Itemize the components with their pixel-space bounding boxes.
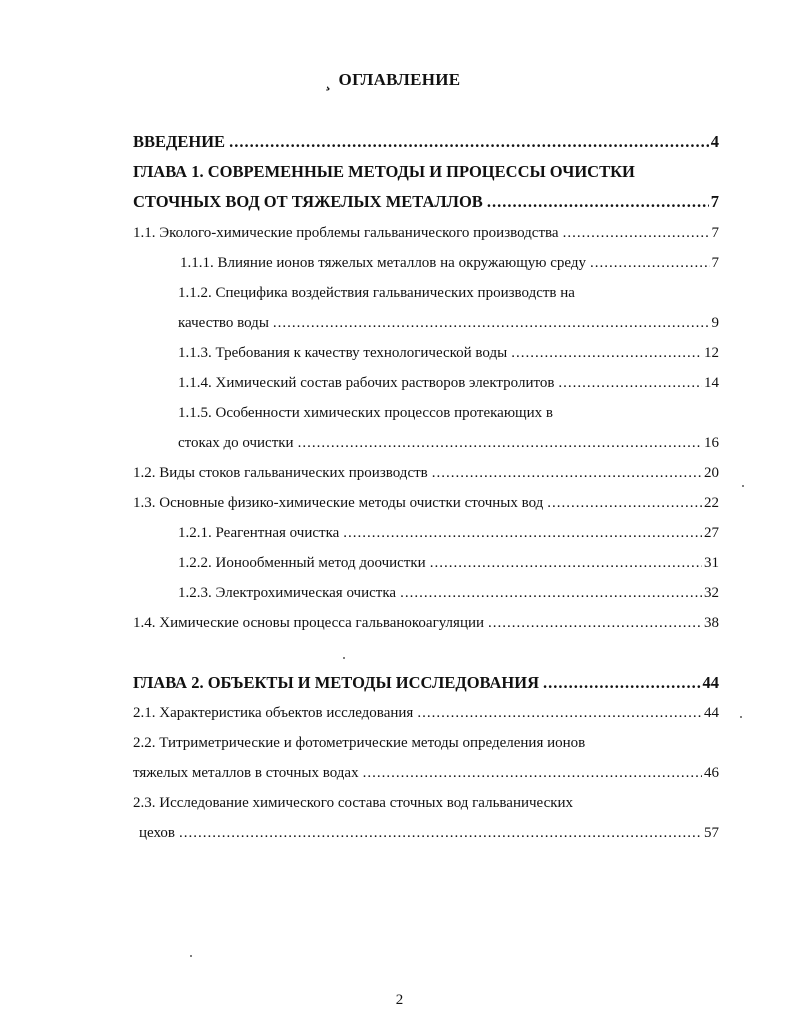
leader-dots bbox=[273, 311, 710, 335]
toc-entry-1-1-5-line-2[interactable] bbox=[178, 431, 719, 455]
entry-text: 1.2.2. Ионообменный метод доочистки bbox=[178, 555, 426, 571]
toc-entry-1-1-2-line-2[interactable] bbox=[178, 311, 719, 335]
scan-speck bbox=[742, 485, 744, 487]
leader-dots bbox=[363, 761, 702, 785]
scan-speck bbox=[740, 716, 742, 718]
toc-title bbox=[0, 70, 799, 90]
entry-page: 4 bbox=[710, 132, 719, 151]
entry-page: 44 bbox=[704, 705, 719, 721]
entry-text: 1.4. Химические основы процесса гальванокоагуляции bbox=[133, 615, 485, 631]
entry-text: ГЛАВА 2. ОБЪЕКТЫ И МЕТОДЫ ИССЛЕДОВАНИЯ bbox=[133, 673, 539, 692]
page-number: 2 bbox=[395, 992, 404, 1008]
toc-entry-1-1-3[interactable] bbox=[178, 341, 719, 365]
toc-entry-introduction[interactable] bbox=[133, 130, 719, 154]
leader-dots bbox=[488, 611, 702, 635]
toc-entry-1-1[interactable] bbox=[133, 221, 719, 245]
entry-page: 57 bbox=[704, 825, 719, 841]
leader-dots bbox=[432, 461, 702, 485]
leader-dots bbox=[229, 130, 709, 154]
toc-entry-1-1-1[interactable] bbox=[180, 251, 719, 275]
entry-text: 1.1.5. Особенности химических процессов протекающих в bbox=[178, 405, 553, 421]
entry-text: 1.2.1. Реагентная очистка bbox=[178, 525, 340, 541]
toc-entry-1-2-1[interactable] bbox=[178, 521, 719, 545]
entry-page: 22 bbox=[704, 495, 719, 511]
scan-speck bbox=[190, 955, 192, 957]
entry-text: СТОЧНЫХ ВОД ОТ ТЯЖЕЛЫХ МЕТАЛЛОВ bbox=[133, 192, 483, 211]
toc-entry-2-2-line-2[interactable] bbox=[133, 761, 719, 785]
entry-page: 27 bbox=[704, 525, 719, 541]
toc-entry-1-3[interactable] bbox=[133, 491, 719, 515]
entry-page: 32 bbox=[704, 585, 719, 601]
toc-entry-1-1-5-line-1[interactable] bbox=[178, 401, 719, 425]
entry-text: 1.2.3. Электрохимическая очистка bbox=[178, 585, 397, 601]
toc-entry-chapter-2[interactable] bbox=[133, 671, 719, 695]
toc-entry-2-3-line-2[interactable] bbox=[139, 821, 719, 845]
leader-dots bbox=[343, 521, 702, 545]
entry-page: 31 bbox=[704, 555, 719, 571]
entry-page: 9 bbox=[711, 315, 719, 331]
leader-dots bbox=[400, 581, 702, 605]
entry-text: ГЛАВА 1. СОВРЕМЕННЫЕ МЕТОДЫ И ПРОЦЕССЫ ОЧИСТКИ bbox=[133, 162, 635, 181]
leader-dots bbox=[543, 671, 701, 695]
entry-text: 1.1.2. Специфика воздействия гальванических производств на bbox=[178, 285, 575, 301]
toc-title-text: ОГЛАВЛЕНИЕ bbox=[338, 70, 461, 89]
toc-entry-2-2-line-1[interactable] bbox=[133, 731, 719, 755]
entry-text: 1.1. Эколого-химические проблемы гальванического производства bbox=[133, 225, 559, 241]
entry-text: 1.3. Основные физико-химические методы очистки сточных вод bbox=[133, 495, 544, 511]
entry-page: 12 bbox=[704, 345, 719, 361]
scan-speck bbox=[343, 657, 345, 659]
entry-page: 46 bbox=[704, 765, 719, 781]
toc-entry-1-2[interactable] bbox=[133, 461, 719, 485]
entry-page: 38 bbox=[704, 615, 719, 631]
leader-dots bbox=[511, 341, 702, 365]
leader-dots bbox=[417, 701, 702, 725]
toc-entry-1-2-2[interactable] bbox=[178, 551, 719, 575]
toc-entry-chapter-1-line-1[interactable] bbox=[133, 160, 719, 184]
title-mark: ¸ bbox=[325, 72, 331, 91]
entry-text: стоках до очистки bbox=[178, 435, 294, 451]
leader-dots bbox=[487, 190, 709, 214]
entry-text: 1.1.3. Требования к качеству технологической воды bbox=[178, 345, 508, 361]
entry-text: тяжелых металлов в сточных водах bbox=[133, 765, 359, 781]
entry-page: 7 bbox=[710, 192, 719, 211]
entry-page: 16 bbox=[704, 435, 719, 451]
leader-dots bbox=[590, 251, 710, 275]
entry-text: 2.3. Исследование химического состава сточных вод гальванических bbox=[133, 795, 574, 811]
leader-dots bbox=[430, 551, 702, 575]
entry-text: ВВЕДЕНИЕ bbox=[133, 132, 226, 151]
leader-dots bbox=[298, 431, 702, 455]
entry-text: качество воды bbox=[178, 315, 269, 331]
leader-dots bbox=[558, 371, 702, 395]
toc-entry-2-3-line-1[interactable] bbox=[133, 791, 719, 815]
toc-entry-1-2-3[interactable] bbox=[178, 581, 719, 605]
toc-entry-1-1-2-line-1[interactable] bbox=[178, 281, 719, 305]
entry-page: 14 bbox=[704, 375, 719, 391]
toc-entry-2-1[interactable] bbox=[133, 701, 719, 725]
entry-text: 1.1.4. Химический состав рабочих растворов электролитов bbox=[178, 375, 555, 391]
entry-text: 1.1.1. Влияние ионов тяжелых металлов на окружающую среду bbox=[180, 255, 586, 271]
entry-text: 2.2. Титриметрические и фотометрические методы определения ионов bbox=[133, 735, 586, 751]
entry-page: 7 bbox=[711, 255, 719, 271]
entry-text: 1.2. Виды стоков гальванических производств bbox=[133, 465, 428, 481]
toc-entry-1-1-4[interactable] bbox=[178, 371, 719, 395]
toc-entry-chapter-1-line-2[interactable] bbox=[133, 190, 719, 214]
entry-page: 20 bbox=[704, 465, 719, 481]
entry-page: 44 bbox=[702, 673, 719, 692]
leader-dots bbox=[563, 221, 710, 245]
leader-dots bbox=[179, 821, 702, 845]
entry-page: 7 bbox=[711, 225, 719, 241]
leader-dots bbox=[547, 491, 702, 515]
toc-entry-1-4[interactable] bbox=[133, 611, 719, 635]
entry-text: цехов bbox=[139, 825, 175, 841]
entry-text: 2.1. Характеристика объектов исследования bbox=[133, 705, 414, 721]
